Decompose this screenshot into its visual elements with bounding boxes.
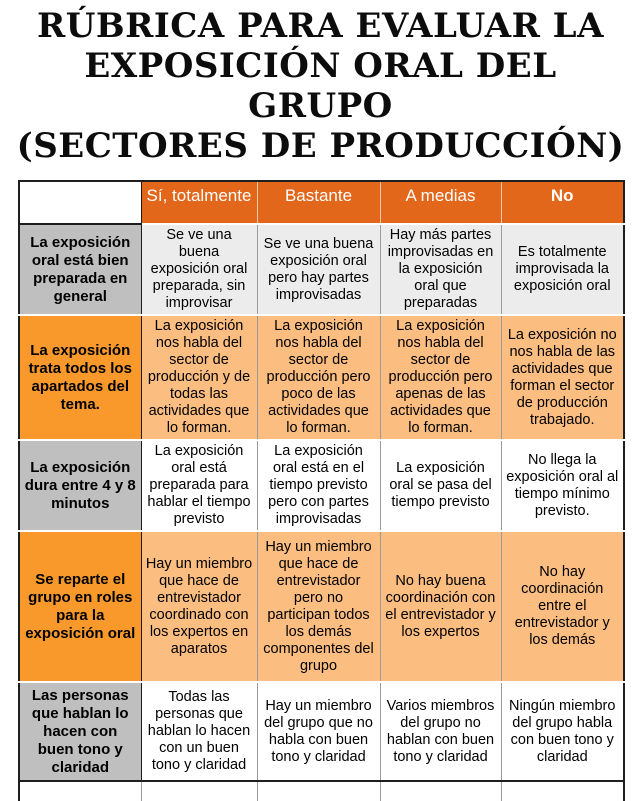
criterion-cell: La exposición trata todos los apartados del tema. (19, 315, 141, 440)
rubric-cell: Ningún miembro del grupo habla con buen tono y claridad (501, 682, 624, 781)
rubric-cell: No hay coordinación entre el entrevistador y los demás (501, 531, 624, 682)
table-row (19, 224, 624, 315)
table-row (19, 315, 624, 440)
rubric-cell: La exposición no nos habla de las actividades que forman el sector de producción trabajado. (501, 315, 624, 440)
rubric-cell: La exposición oral se pasa del tiempo previsto (380, 440, 501, 531)
page-title-line-1: RÚBRICA PARA EVALUAR LA (37, 6, 604, 46)
criterion-cell: La exposición dura entre 4 y 8 minutos (19, 440, 141, 531)
corner-cell (19, 181, 141, 224)
column-header-bastante: Bastante (257, 181, 380, 224)
table-row (19, 440, 624, 531)
rubric-cell: No llega la exposición oral al tiempo mínimo previsto. (501, 440, 624, 531)
rubric-cell: Hay un miembro que hace de entrevistador pero no participan todos los demás componentes del grupo (257, 531, 380, 682)
column-header-si-totalmente: Sí, totalmente (141, 181, 257, 224)
empty-cell (380, 781, 501, 801)
page-title (11, 6, 631, 166)
rubric-table (18, 180, 625, 801)
empty-cell (19, 781, 141, 801)
empty-cell (501, 781, 624, 801)
rubric-cell: La exposición nos habla del sector de producción y de todas las actividades que lo forman. (141, 315, 257, 440)
column-header-a-medias: A medias (380, 181, 501, 224)
rubric-cell: Hay más partes improvisadas en la exposición oral que preparadas (380, 224, 501, 315)
rubric-cell: Hay un miembro que hace de entrevistador coordinado con los expertos en aparatos (141, 531, 257, 682)
rubric-cell: Es totalmente improvisada la exposición oral (501, 224, 624, 315)
empty-cell (141, 781, 257, 801)
page-title-line-2: EXPOSICIÓN ORAL DEL GRUPO (84, 46, 557, 126)
rubric-cell: Hay un miembro del grupo que no habla con buen tono y claridad (257, 682, 380, 781)
rubric-cell: La exposición oral está en el tiempo previsto pero con partes improvisadas (257, 440, 380, 531)
column-header-no: No (501, 181, 624, 224)
criterion-cell: Las personas que hablan lo hacen con buen tono y claridad (19, 682, 141, 781)
criterion-cell: Se reparte el grupo en roles para la exposición oral (19, 531, 141, 682)
rubric-cell: Todas las personas que hablan lo hacen con un buen tono y claridad (141, 682, 257, 781)
rubric-cell: No hay buena coordinación con el entrevistador y los expertos (380, 531, 501, 682)
empty-cell (257, 781, 380, 801)
criterion-cell: La exposición oral está bien preparada en general (19, 224, 141, 315)
header-row (19, 181, 624, 224)
table-row-empty (19, 781, 624, 801)
rubric-cell: Se ve una buena exposición oral preparada, sin improvisar (141, 224, 257, 315)
page-title-line-3: (SECTORES DE PRODUCCIÓN) (16, 126, 625, 166)
rubric-cell: La exposición nos habla del sector de producción pero poco de las actividades que lo forman. (257, 315, 380, 440)
table-row (19, 682, 624, 781)
table-row (19, 531, 624, 682)
rubric-cell: Se ve una buena exposición oral pero hay partes improvisadas (257, 224, 380, 315)
rubric-cell: Varios miembros del grupo no hablan con buen tono y claridad (380, 682, 501, 781)
rubric-cell: La exposición oral está preparada para hablar el tiempo previsto (141, 440, 257, 531)
rubric-cell: La exposición nos habla del sector de producción pero apenas de las actividades que lo forman. (380, 315, 501, 440)
